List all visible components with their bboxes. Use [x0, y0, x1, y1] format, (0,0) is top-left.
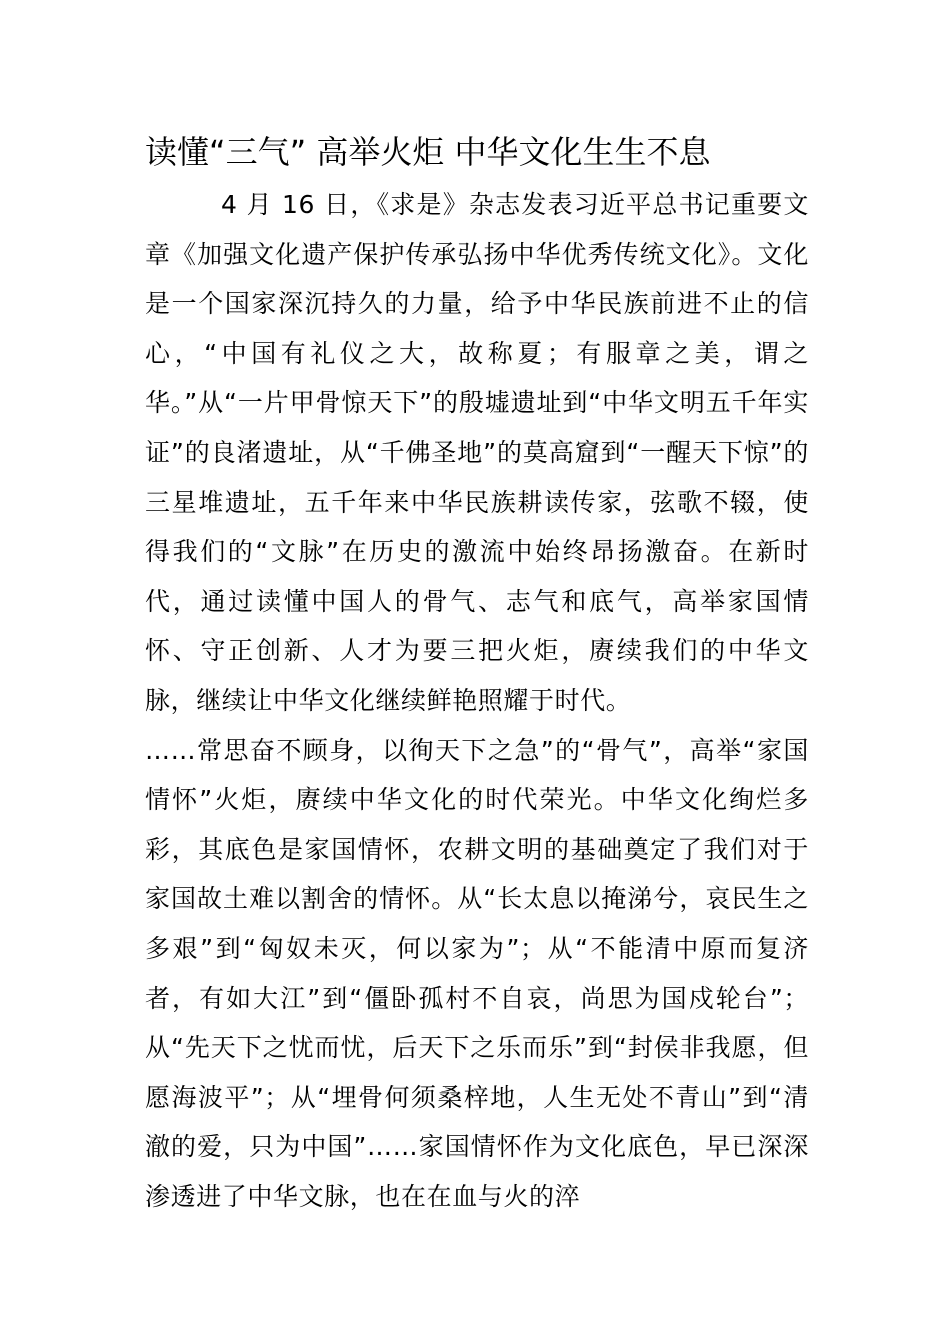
paragraph-backbone: ……常思奋不顾身，以徇天下之急”的“骨气”，高举“家国情怀”火炬，赓续中华文化的时代荣光。中华文化绚烂多彩，其底色是家国情怀，农耕文明的基础奠定了我们对于家国故土难以割舍的情怀。从“长太息以掩涕兮，哀民生之多艰”到“匈奴未灭，何以家为”；从“不能清中原而复济者，有如大江”到“僵卧孤村不自哀，尚思为国戍轮台”；从“先天下之忧而忧，后天下之乐而乐”到“封侯非我愿，但愿海波平”；从“埋骨何须桑梓地，人生无处不青山”到“清澈的爱，只为中国”……家国情怀作为文化底色，早已深深渗透进了中华文脉，也在在血与火的淬 [145, 735, 809, 1211]
document-body [145, 180, 809, 1221]
document-title: 读懂“三气” 高举火炬 中华文化生生不息 [145, 133, 711, 171]
paragraph-intro: 4 月 16 日，《求是》杂志发表习近平总书记重要文章《加强文化遗产保护传承弘扬中华优秀传统文化》。文化是一个国家深沉持久的力量，给予中华民族前进不止的信心，“中国有礼仪之大，故称夏；有服章之美，谓之华。”从“一片甲骨惊天下”的殷墟遗址到“中华文明五千年实证”的良渚遗址，从“千佛圣地”的莫高窟到“一醒天下惊”的三星堆遗址，五千年来中华民族耕读传家，弦歌不辍，使得我们的“文脉”在历史的激流中始终昂扬激奋。在新时代，通过读懂中国人的骨气、志气和底气，高举家国情怀、守正创新、人才为要三把火炬，赓续我们的中华文脉，继续让中华文化继续鲜艳照耀于时代。 [145, 190, 809, 715]
